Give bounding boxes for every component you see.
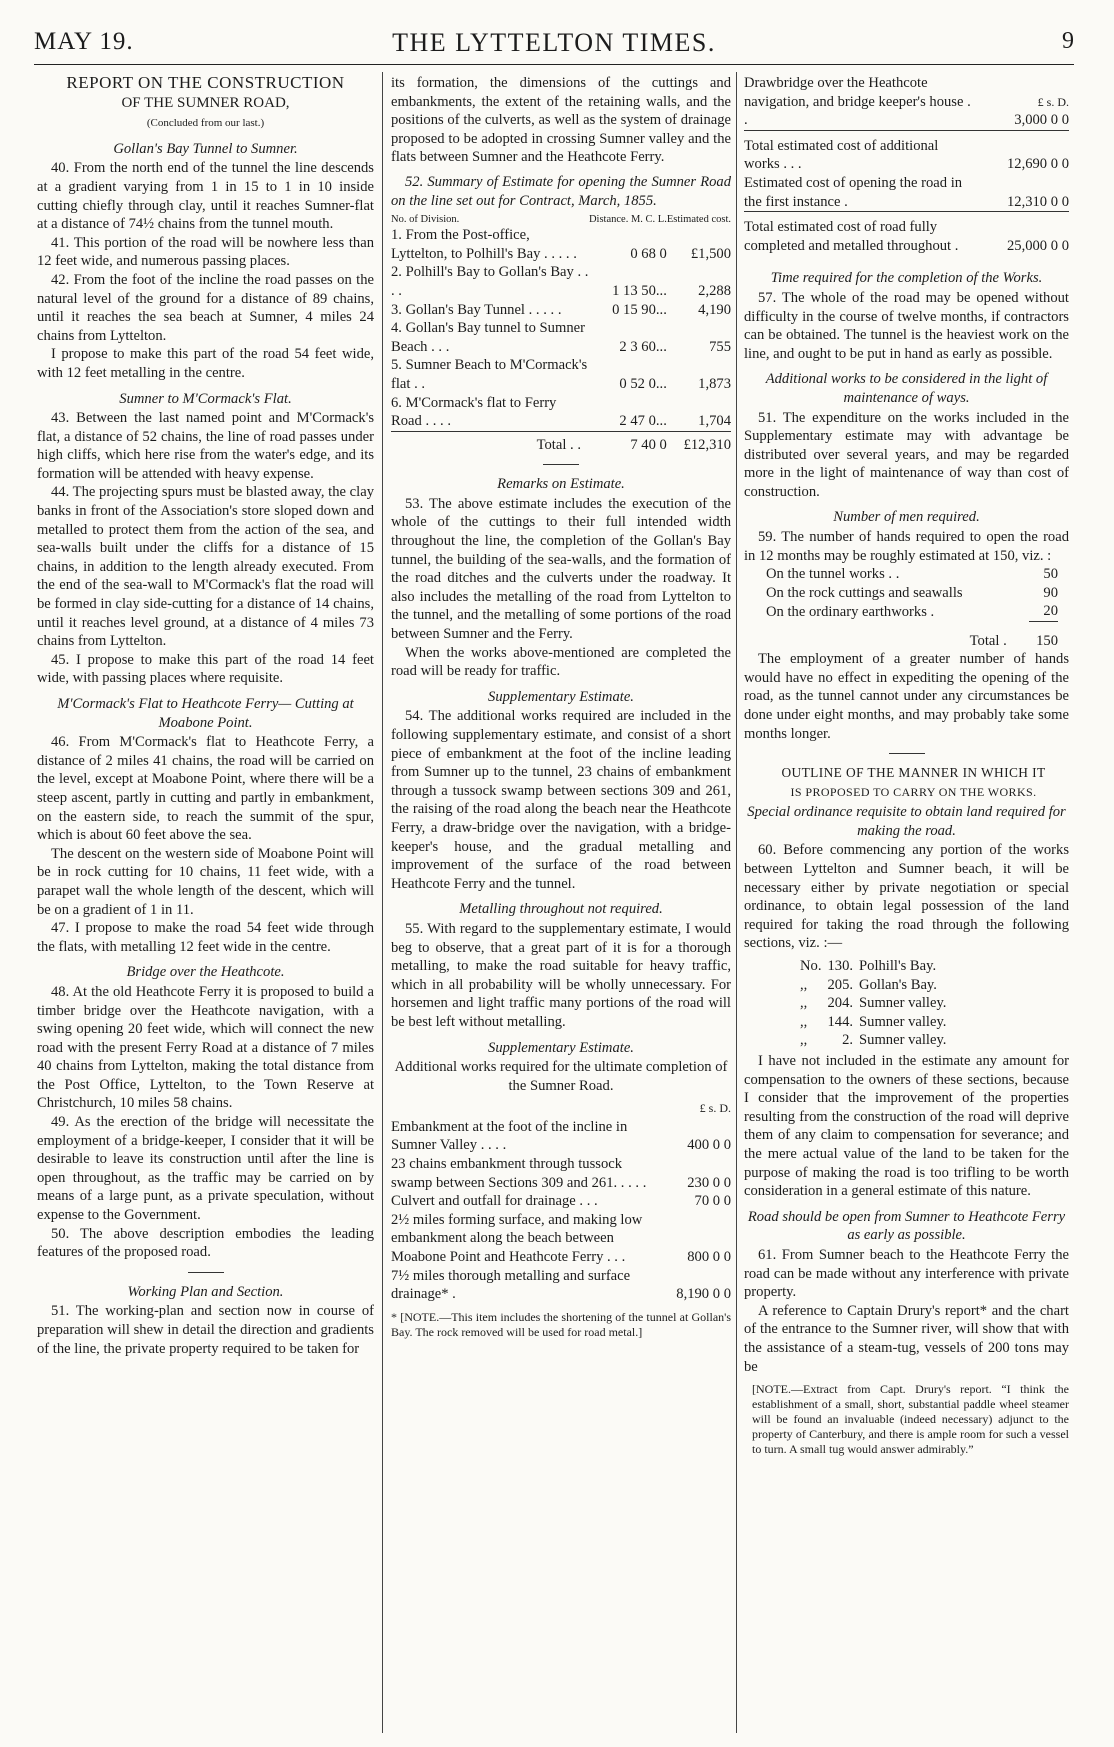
section-heading: Number of men required. bbox=[833, 509, 980, 526]
cost-row bbox=[744, 74, 1069, 130]
column-rule-2 bbox=[736, 72, 737, 1733]
section-heading: Bridge over the Heathcote. bbox=[126, 964, 285, 981]
division-cost: 4,190 bbox=[698, 301, 731, 318]
cost-label: Total estimated cost of additional works . . . bbox=[744, 130, 973, 174]
estimate-heading: 52. Summary of Estimate for opening the Sumner Road on the line set out for Contract, March, 1855. bbox=[391, 173, 731, 209]
supplementary-estimate-table bbox=[391, 1099, 731, 1304]
total-cost: £12,310 bbox=[667, 431, 731, 454]
work-amount: 230 0 0 bbox=[687, 1174, 731, 1191]
section-heading: Supplementary Estimate. bbox=[488, 1039, 634, 1056]
list-item bbox=[766, 565, 1058, 584]
paragraph: 51. The expenditure on the works included in the Supplementary estimate may with advantage be distributed over several years, and may be regarded more in the light of maintenance of way than cost of construction. bbox=[744, 409, 1069, 500]
men-label: On the ordinary earthworks . bbox=[766, 603, 935, 620]
short-rule bbox=[188, 1272, 224, 1273]
division-distance: 0 52 0... bbox=[619, 375, 667, 392]
cost-label: Drawbridge over the Heathcote navigation, and bridge keeper's house . . bbox=[744, 75, 971, 129]
table-row bbox=[391, 1192, 731, 1211]
section-number: 144. bbox=[827, 1013, 854, 1030]
division-distance: 0 68 0 bbox=[630, 245, 667, 262]
paragraph: 50. The above description embodies the leading features of the proposed road. bbox=[37, 1225, 374, 1261]
paragraph: A reference to Captain Drury's report* and the chart of the entrance to the Sumner river, will show that with the assistance of a steam-tug, vessels of 200 tons may be bbox=[744, 1302, 1069, 1375]
section-name: Sumner valley. bbox=[859, 1032, 947, 1049]
men-total-label: Total . bbox=[969, 632, 1007, 649]
section-heading: Sumner to M'Cormack's Flat. bbox=[119, 390, 292, 407]
list-item bbox=[800, 1031, 946, 1050]
work-amount: 8,190 0 0 bbox=[676, 1286, 731, 1303]
men-label: On the tunnel works . . bbox=[766, 566, 900, 583]
paragraph: When the works above-mentioned are completed the road will be ready for traffic. bbox=[391, 644, 731, 680]
short-rule bbox=[543, 464, 579, 465]
work-label: 23 chains embankment through tussock swamp between Sections 309 and 261. . . . . bbox=[391, 1156, 647, 1191]
sections-list bbox=[800, 957, 946, 1050]
men-count: 50 bbox=[1043, 566, 1058, 583]
paragraph: 53. The above estimate includes the execution of the whole of the cuttings to their full intended width throughout the line, the completion of the Gollan's Bay tunnel, the building of the sea-walls, and the formation of the road ditches and the culverts under the roadway. It also includes the metalling of the road from Lyttelton to the tunnel, and the metalling of some portions of the road between Sumner and the Ferry. bbox=[391, 495, 731, 643]
division-distance: 2 3 60... bbox=[619, 338, 667, 355]
section-prefix: No. bbox=[800, 958, 822, 975]
section-name: Sumner valley. bbox=[859, 1013, 947, 1030]
section-number: 130. bbox=[827, 958, 854, 975]
list-item bbox=[766, 602, 1058, 621]
division-label: 4. Gollan's Bay tunnel to Sumner Beach . . . bbox=[391, 320, 585, 355]
section-prefix: ,, bbox=[800, 1032, 808, 1049]
work-amount: 800 0 0 bbox=[687, 1249, 731, 1266]
column-3 bbox=[744, 74, 1069, 1739]
men-count: 20 bbox=[1043, 603, 1058, 620]
men-table bbox=[766, 565, 1058, 650]
paragraph: 45. I propose to make this part of the road 14 feet wide, with passing places where requisite. bbox=[37, 651, 374, 687]
division-distance: 1 13 50... bbox=[612, 282, 667, 299]
paragraph: 47. I propose to make the road 54 feet wide through the flats, with metalling 12 feet wide in the centre. bbox=[37, 920, 374, 955]
list-item bbox=[800, 976, 946, 995]
section-prefix: ,, bbox=[800, 976, 808, 993]
division-cost: 1,704 bbox=[698, 413, 731, 430]
cost-totals-table bbox=[744, 74, 1069, 255]
cost-amount: 12,690 0 0 bbox=[973, 130, 1069, 174]
table-row bbox=[391, 319, 731, 356]
list-item bbox=[800, 1013, 946, 1032]
issue-date: MAY 19. bbox=[34, 28, 134, 55]
table-row bbox=[391, 301, 731, 320]
cost-row bbox=[744, 212, 1069, 256]
cost-amount: 12,310 0 0 bbox=[1006, 193, 1069, 210]
section-prefix: ,, bbox=[800, 995, 808, 1012]
work-amount: 70 0 0 bbox=[694, 1193, 731, 1210]
paragraph: 51. The working-plan and section now in course of preparation will shew in detail the direction and gradients of the line, the private property required to be taken for bbox=[37, 1303, 374, 1357]
paragraph: The employment of a greater number of hands would have no effect in expediting the opening of the road, as the tunnel cannot under any circumstances be done under eight months, and may probably take some months longer. bbox=[744, 651, 1069, 742]
section-heading: M'Cormack's Flat to Heathcote Ferry— Cutting at Moabone Point. bbox=[57, 696, 354, 731]
supplementary-intro: Additional works required for the ultimate completion of the Sumner Road. bbox=[394, 1059, 728, 1094]
men-count: 90 bbox=[1043, 584, 1058, 601]
section-heading: Gollan's Bay Tunnel to Sumner. bbox=[113, 140, 298, 157]
section-heading: Remarks on Estimate. bbox=[497, 476, 625, 493]
total-row bbox=[391, 431, 731, 454]
money-header: £ s. D. bbox=[1037, 94, 1069, 109]
division-cost: £1,500 bbox=[690, 245, 731, 262]
men-total-row bbox=[766, 622, 1058, 651]
section-number: 2. bbox=[842, 1032, 854, 1049]
work-label: Culvert and outfall for drainage . . . bbox=[391, 1193, 598, 1210]
paragraph: 41. This portion of the road will be nowhere less than 12 feet wide, and numerous passing places. bbox=[37, 234, 374, 270]
total-label: Total . . bbox=[391, 431, 589, 454]
cost-amount: 25,000 0 0 bbox=[973, 212, 1069, 256]
table-row bbox=[391, 1267, 731, 1304]
paragraph: its formation, the dimensions of the cuttings and embankments, the extent of the retaining walls, and the positions of the culverts, as well as the system of drainage proposed to be adopted in crossing Sumner valley and the flats between Sumner and the Heathcote Ferry. bbox=[391, 75, 731, 166]
section-heading: Special ordinance requisite to obtain land required for making the road. bbox=[747, 804, 1066, 839]
section-name: Polhill's Bay. bbox=[859, 958, 937, 975]
section-name: Sumner valley. bbox=[859, 995, 947, 1012]
paragraph: 59. The number of hands required to open the road in 12 months may be roughly estimated at 150, viz. : bbox=[744, 529, 1069, 564]
table-header: Estimated cost. bbox=[666, 214, 731, 226]
footnote: [NOTE.—Extract from Capt. Drury's report. “I think the establishment of a small, short, substantial paddle wheel steamer will be found an invaluable (indeed necessary) adjunct to the property of Canterbury, and there is ample room for such a vessel to turn. A small tug would answer admirably.” bbox=[752, 1382, 1069, 1457]
total-distance: 7 40 0 bbox=[589, 431, 667, 454]
cost-label: Total estimated cost of road fully completed and metalled throughout . bbox=[744, 212, 973, 256]
paragraph: 49. As the erection of the bridge will necessitate the employment of a bridge-keeper, I consider that it will be desirable to leave its construction until after the line is open throughout, as the traffic may be carried on by means of a large punt, as a private speculation, without expense to the Government. bbox=[37, 1114, 374, 1224]
paragraph: 40. From the north end of the tunnel the line descends at a gradient varying from 1 in 15 to 1 in 10 inside cutting chiefly through clay, until it reaches Sumner-flat at a distance of 74½ chains from the tunnel mouth. bbox=[37, 160, 374, 233]
paragraph: I have not included in the estimate any amount for compensation to the owners of these sections, because I consider that the improvement of the properties resulting from the construction of the road will deprive them of any claim to compensation for severance; and the mere actual value of the land to be taken for the purpose of making the road is too trifling to be worth consideration in a general estimate of this nature. bbox=[744, 1053, 1069, 1200]
work-label: Embankment at the foot of the incline in Sumner Valley . . . . bbox=[391, 1118, 628, 1154]
paragraph: 61. From Sumner beach to the Heathcote Ferry the road can be made without any interference with private property. bbox=[744, 1246, 1069, 1301]
money-header: £ s. D. bbox=[699, 1101, 731, 1116]
section-name: Gollan's Bay. bbox=[859, 976, 937, 993]
division-cost: 1,873 bbox=[698, 375, 731, 392]
division-cost: 755 bbox=[709, 338, 731, 355]
paragraph: The descent on the western side of Moabone Point will be in rock cutting for 10 chains, 11 feet wide, with a parapet wall the whole length of the descent, which will be on a gradient of 1 in 11. bbox=[37, 845, 374, 918]
division-label: 6. M'Cormack's flat to Ferry Road . . . . bbox=[391, 394, 557, 430]
table-row bbox=[391, 1118, 731, 1155]
section-prefix: ,, bbox=[800, 1013, 808, 1030]
section-number: 204. bbox=[827, 995, 854, 1012]
outline-heading: OUTLINE OF THE MANNER IN WHICH IT bbox=[781, 765, 1046, 781]
paragraph: I propose to make this part of the road 54 feet wide, with 12 feet metalling in the centre. bbox=[37, 346, 374, 381]
short-rule bbox=[889, 753, 925, 754]
table-row bbox=[391, 226, 731, 263]
table-row bbox=[391, 356, 731, 393]
list-item bbox=[800, 994, 946, 1013]
paragraph: 60. Before commencing any portion of the works between Lyttelton and Sumner beach, it will be necessary either by private negotiation or special ordinance, to obtain legal possession of the land required for taking the road through the following sections, viz. :— bbox=[744, 842, 1069, 952]
paragraph: 55. With regard to the supplementary estimate, I would beg to observe, that a great part of it is for a thorough metalling, to make the road suitable for heavy traffic, which in all probability will be wholly unnecessary. For horsemen and light traffic many portions of the road will be best left without metalling. bbox=[391, 920, 731, 1030]
list-item bbox=[766, 584, 1058, 603]
section-heading: Working Plan and Section. bbox=[127, 1283, 284, 1300]
footnote: * [NOTE.—This item includes the shortening of the tunnel at Gollan's Bay. The rock removed will be used for road metal.] bbox=[391, 1309, 731, 1339]
table-header-row bbox=[391, 214, 731, 226]
men-label: On the rock cuttings and seawalls bbox=[766, 584, 963, 601]
work-amount: 400 0 0 bbox=[687, 1137, 731, 1154]
table-row bbox=[391, 1211, 731, 1267]
section-heading: Time required for the completion of the Works. bbox=[770, 270, 1043, 287]
paragraph: 43. Between the last named point and M'Cormack's flat, a distance of 52 chains, the line of road passes under high cliffs, which here rise from the water's edge, and its formation will be attended with heavy expense. bbox=[37, 410, 374, 482]
division-label: 1. From the Post-office, Lyttelton, to Polhill's Bay . . . . . bbox=[391, 227, 577, 262]
page-number: 9 bbox=[1062, 28, 1074, 54]
section-heading: Supplementary Estimate. bbox=[488, 688, 634, 705]
column-rule-1 bbox=[382, 72, 383, 1733]
column-1 bbox=[37, 74, 374, 1739]
division-cost: 2,288 bbox=[698, 282, 731, 299]
section-heading: Metalling throughout not required. bbox=[459, 901, 663, 918]
paragraph: 44. The projecting spurs must be blasted away, the clay banks in front of the Association's store sloped down and metalled to protect them from the action of the sea, and sea-walls built under the cliffs for a distance of 15 chains, in addition to the length already executed. From the end of the sea-wall to M'Cormack's flat the road will be formed in clay side-cutting for a distance of 14 chains, until it reaches level ground, at a distance of 4 miles 73 chains from Lyttelton. bbox=[37, 484, 374, 650]
paragraph: 48. At the old Heathcote Ferry it is proposed to build a timber bridge over the Heathcote navigation, with a swing opening 20 feet wide, which will connect the new road with the present Ferry Road at a distance of 7 miles 40 chains from Lyttelton, making the total distance from the Post Office, Lyttelton, to the Town Reserve at Christchurch, 10 miles 58 chains. bbox=[37, 983, 374, 1112]
cost-row bbox=[744, 174, 1069, 212]
section-heading: Additional works to be considered in the light of maintenance of ways. bbox=[765, 371, 1048, 406]
list-item bbox=[800, 957, 946, 976]
summary-estimate-table bbox=[391, 214, 731, 454]
division-distance: 0 15 90... bbox=[612, 301, 667, 318]
cost-value: 3,000 0 0 bbox=[1014, 112, 1069, 129]
paragraph: 54. The additional works required are included in the following supplementary estimate, and consist of a short piece of embankment at the foot of the incline leading from Sumner up to the tunnel, 23 chains of embankment through a tussock swamp between sections 309 and 261, the raising of the road along the beach near the Heathcote Ferry, a draw-bridge over the navigation, with a bridge-keeper's house, and the gradual metalling and improvement of the surface of the road between Heathcote Ferry and the tunnel. bbox=[391, 708, 731, 892]
work-label: 7½ miles thorough metalling and surface drainage* . bbox=[391, 1267, 631, 1303]
column-2 bbox=[391, 74, 731, 1739]
paragraph: 46. From M'Cormack's flat to Heathcote Ferry, a distance of 2 miles 41 chains, the road will be carried on the level, except at Moabone Point, where there will be a steep ascent, partly in cutting and partly in embankment, on the eastern side, to reach the summit of the spur, which is about 60 feet above the sea. bbox=[37, 734, 374, 844]
table-row bbox=[391, 263, 731, 300]
cost-row bbox=[744, 130, 1069, 174]
article-subtitle: OF THE SUMNER ROAD, bbox=[121, 94, 290, 111]
men-total: 150 bbox=[1029, 622, 1058, 651]
section-heading: Road should be open from Sumner to Heathcote Ferry as early as possible. bbox=[747, 1208, 1066, 1244]
division-distance: 2 47 0... bbox=[619, 413, 667, 430]
section-number: 205. bbox=[827, 976, 854, 993]
work-label: 2½ miles forming surface, and making low embankment along the beach between Moabone Point and Heathcote Ferry . . . bbox=[391, 1211, 643, 1266]
paragraph: 42. From the foot of the incline the road passes on the natural level of the ground for a distance of 89 chains, until it reaches the sea beach at Sumner, 4 miles 24 chains from Lyttelton. bbox=[37, 271, 374, 344]
continuation-note: (Concluded from our last.) bbox=[146, 117, 265, 130]
page-header bbox=[34, 24, 1074, 65]
newspaper-title: THE LYTTELTON TIMES. bbox=[392, 28, 716, 57]
table-row bbox=[391, 1155, 731, 1192]
paragraph: 57. The whole of the road may be opened without difficulty in the course of twelve months, if contractors can be obtained. The tunnel is the heaviest work on the line, and ought to be put in hand as early as possible. bbox=[744, 289, 1069, 362]
division-label: 3. Gollan's Bay Tunnel . . . . . bbox=[391, 301, 562, 318]
money-header-row bbox=[391, 1099, 731, 1118]
division-label: 5. Sumner Beach to M'Cormack's flat . . bbox=[391, 357, 588, 392]
table-header: Distance. M. C. L. bbox=[588, 214, 667, 226]
paragraph bbox=[391, 173, 731, 210]
cost-label: Estimated cost of opening the road in the first instance . bbox=[744, 174, 963, 210]
cost-amount bbox=[973, 74, 1069, 130]
division-label: 2. Polhill's Bay to Gollan's Bay . . . . bbox=[391, 264, 589, 299]
table-header: No. of Division. bbox=[391, 214, 460, 226]
table-row bbox=[391, 394, 731, 432]
outline-heading: IS PROPOSED TO CARRY ON THE WORKS. bbox=[790, 784, 1037, 799]
article-title: REPORT ON THE CONSTRUCTION bbox=[66, 74, 345, 92]
